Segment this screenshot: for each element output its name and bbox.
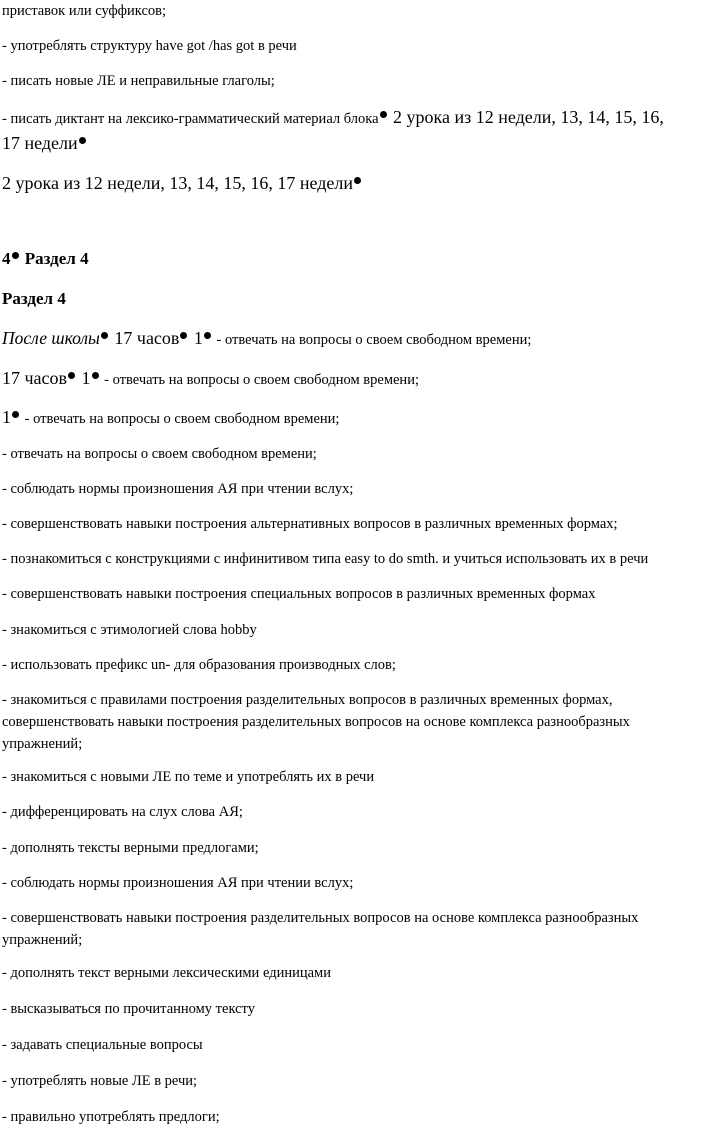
text-line: - правильно употреблять предлоги; [2,1109,220,1125]
bullet-icon [354,177,361,184]
text-line: - совершенствовать навыки построения специальных вопросов в различных временных формах [2,586,596,602]
text-line: 17 недели [2,130,702,156]
bullet-icon [12,252,19,259]
text-line: 17 часов 1 - отвечать на вопросы о своем свободном времени; [2,368,419,388]
bullet-icon [12,411,19,418]
text-line: - задавать специальные вопросы [2,1037,203,1053]
text-line: - писать новые ЛЕ и неправильные глаголы; [2,73,275,89]
bullet-icon [380,111,387,118]
text-line: - дополнять тексты верными предлогами; [2,840,259,856]
text-line: - дополнять текст верными лексическими единицами [2,965,331,981]
text-line: 2 урока из 12 недели, 13, 14, 15, 16, 17 недели [2,170,702,196]
text-line: 1 - отвечать на вопросы о своем свободном времени; [2,407,340,427]
bullet-icon [68,372,75,379]
text-line: - употреблять новые ЛЕ в речи; [2,1073,198,1089]
bullet-icon [79,137,86,144]
text-line: - употреблять структуру have got /has got в речи [2,38,297,54]
text-paragraph: - знакомиться с правилами построения разделительных вопросов в различных временных формах, совершенствовать навыки построения разделительных вопросов на основе комплекса разнообразных упражнений; [2,692,630,752]
text-line: - совершенствовать навыки построения альтернативных вопросов в различных временных формах; [2,516,618,532]
section-heading: Раздел 4 [2,289,66,308]
text-line: - дифференцировать на слух слова АЯ; [2,804,243,820]
section-heading: 4 Раздел 4 [2,249,89,268]
text-line: - отвечать на вопросы о своем свободном времени; [2,446,317,462]
text-line: - высказываться по прочитанному тексту [2,1001,255,1017]
text-line: После школы 17 часов 1 - отвечать на вопросы о своем свободном времени; [2,328,532,348]
text-line: - использовать префикс un- для образования производных слов; [2,657,396,673]
text-line: - знакомиться с этимологией слова hobby [2,622,257,638]
text-line: - соблюдать нормы произношения АЯ при чтении вслух; [2,875,354,891]
text-line: - знакомиться с новыми ЛЕ по теме и употреблять их в речи [2,769,375,785]
text-paragraph: - совершенствовать навыки построения разделительных вопросов на основе комплекса разнообразных упражнений; [2,910,639,948]
text-line: - познакомиться с конструкциями с инфинитивом типа easy to do smth. и учиться использовать их в речи [2,551,649,567]
bullet-icon [204,332,211,339]
bullet-icon [92,372,99,379]
text-line: - писать диктант на лексико-грамматический материал блока 2 урока из 12 недели, 13, 14, 15, 16, [2,107,664,127]
text-line: - соблюдать нормы произношения АЯ при чтении вслух; [2,481,354,497]
bullet-icon [180,332,187,339]
bullet-icon [101,332,108,339]
text-line: приставок или суффиксов; [2,3,167,19]
